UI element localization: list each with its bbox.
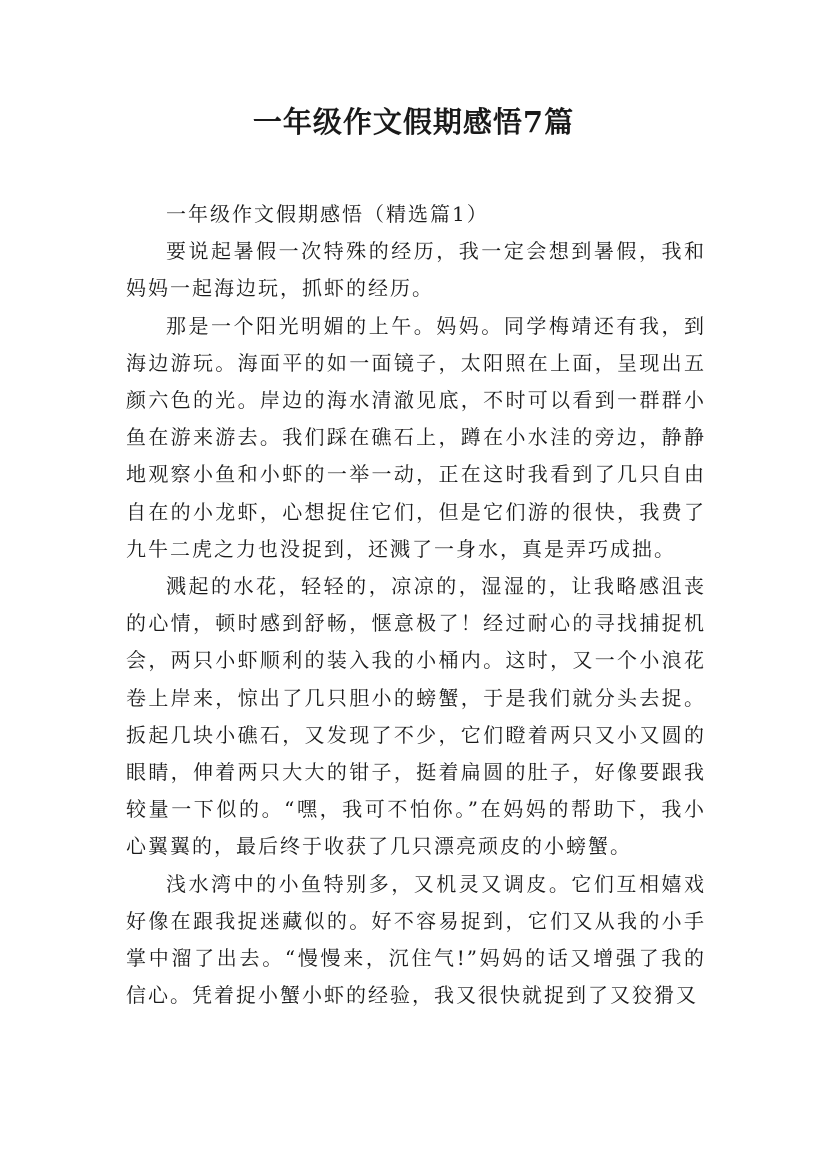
paragraph: 那是一个阳光明媚的上午。妈妈。同学梅靖还有我，到海边游玩。海面平的如一面镜子，太阳照在上面，呈现出五颜六色的光。岸边的海水清澈见底，不时可以看到一群群小鱼在游来游去。我们踩在礁石上，蹲在小水洼的旁边，静静地观察小鱼和小虾的一举一动，正在这时我看到了几只自由自在的小龙虾，心想捉住它们，但是它们游的很快，我费了九牛二虎之力也没捉到，还溅了一身水，真是弄巧成拙。 xyxy=(126,313,706,561)
paragraph: 浅水湾中的小鱼特别多，又机灵又调皮。它们互相嬉戏好像在跟我捉迷藏似的。好不容易捉到，它们又从我的小手掌中溜了出去。“慢慢来，沉住气!”妈妈的话又增强了我的信心。凭着捉小蟹小虾的经验，我又很快就捉到了又狡猾又 xyxy=(126,871,706,1008)
paragraph: 溅起的水花，轻轻的，凉凉的，湿湿的，让我略感沮丧的心情，顿时感到舒畅，惬意极了！经过耐心的寻找捕捉机会，两只小虾顺利的装入我的小桶内。这时，又一个小浪花卷上岸来，惊出了几只胆小的螃蟹，于是我们就分头去捉。扳起几块小礁石，又发现了不少，它们瞪着两只又小又圆的眼睛，伸着两只大大的钳子，挺着扁圆的肚子，好像要跟我较量一下似的。“嘿，我可不怕你。”在妈妈的帮助下，我小心翼翼的，最后终于收获了几只漂亮顽皮的小螃蟹。 xyxy=(126,574,706,859)
document-body xyxy=(126,196,706,1014)
document-title: 一年级作文假期感悟7篇 xyxy=(252,105,575,139)
paragraph: 要说起暑假一次特殊的经历，我一定会想到暑假，我和妈妈一起海边玩，抓虾的经历。 xyxy=(126,239,706,301)
section-heading: 一年级作文假期感悟（精选篇1） xyxy=(166,202,489,226)
